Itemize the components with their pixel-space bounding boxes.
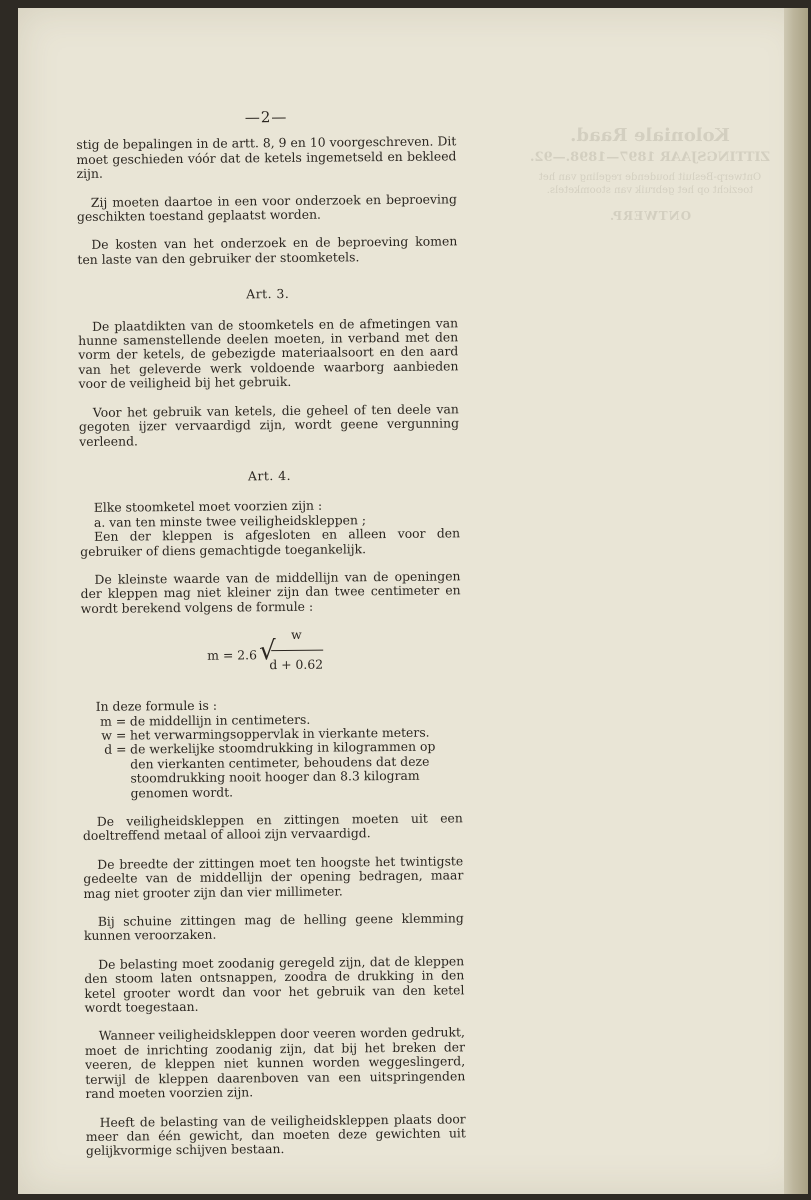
- paragraph-11: De belasting moet zoodanig geregeld zijn, dat de kleppen den stoom laten ontsnappen, zoodra de drukking in den ketel grooter wordt dan voor het gebruik van den ketel wordt toegestaan.: [84, 953, 465, 1016]
- bleedthrough-text: [520, 125, 780, 223]
- bleedthrough-line-1: Koloniale Raad.: [570, 125, 730, 146]
- paragraph-3: De kosten van het onderzoek en de beproeving komen ten laste van den gebruiker der stoomketels.: [77, 233, 458, 267]
- formula-numerator: w: [290, 627, 302, 643]
- formula-denominator: d + 0.62: [269, 656, 324, 673]
- definition-d: [82, 740, 463, 801]
- paragraph-13: Heeft de belasting van de veiligheidskleppen plaats door meer dan één gewicht, dan moeten deze gewichten uit gelijkvormige schijven bestaan.: [85, 1110, 466, 1159]
- definition-symbol: d: [104, 742, 113, 758]
- definition-equals: =: [115, 727, 127, 743]
- definition-text: het verwarmingsoppervlak in vierkante meters.: [129, 724, 430, 743]
- safety-valve-formula: [81, 626, 462, 686]
- paragraph-12: Wanneer veiligheidskleppen door veeren worden gedrukt, moet de inrichting zoodanig zijn, dat bij het breken der veeren, de kleppen niet kunnen worden weggeslingerd, terwijl de kleppen daarenboven van een uitspringenden rand moeten voorzien zijn.: [84, 1024, 466, 1102]
- paragraph-6-line-1: Elke stoomketel moet voorzien zijn :: [93, 497, 323, 516]
- bleedthrough-line-3: Ontwerp-Besluit houdende regeling van het toezicht op het gebruik van stoomketels.: [538, 172, 762, 196]
- article-4-heading: Art. 4.: [247, 467, 292, 484]
- bleedthrough-line-4: ONTWERP.: [608, 209, 692, 223]
- definition-equals: =: [115, 713, 127, 729]
- paragraph-5: Voor het gebruik van ketels, die geheel of ten deele van gegoten ijzer vervaardigd zijn, wordt geene vergunning verleend.: [78, 401, 460, 449]
- document-body: [76, 108, 466, 1172]
- definition-equals: =: [116, 741, 127, 758]
- paragraph-7: De kleinste waarde van de middellijn van de openingen der kleppen mag niet kleiner zijn dan twee centimeter en wordt berekend volgens de formule :: [80, 568, 461, 616]
- page-fold-edge: [784, 8, 808, 1194]
- bleedthrough-line-2: ZITTINGSJAAR 1897—1898.—92.: [529, 150, 771, 165]
- definition-symbol: w: [101, 727, 113, 743]
- paragraph-9: De breedte der zittingen moet ten hoogste het twintigste gedeelte van de middellijn der opening bedragen, maar mag niet grooter zijn dan vier millimeter.: [83, 853, 464, 901]
- paragraph-8: De veiligheidskleppen en zittingen moeten uit een doeltreffend metaal of allooi zijn vervaardigd.: [82, 810, 463, 844]
- article-3-heading: Art. 3.: [246, 286, 290, 302]
- definition-symbol: m: [100, 713, 112, 729]
- definition-text: de werkelijke stoomdrukking in kilogrammen op den vierkanten centimeter, behoudens dat deze stoomdrukking nooit hooger dan 8.3 kilogram genomen wordt.: [130, 738, 436, 801]
- paragraph-2: Zij moeten daartoe in een voor onderzoek en beproeving geschikten toestand geplaatst worden.: [76, 190, 457, 225]
- formula-definitions: [82, 696, 463, 800]
- fraction-bar: [271, 650, 323, 651]
- paragraph-1: stig de bepalingen in de artt. 8, 9 en 10 voorgeschreven. Dit moet geschieden vóór dat de ketels ingemetseld en bekleed zijn.: [76, 133, 457, 182]
- formula-lhs: m = 2.6: [207, 647, 258, 663]
- paragraph-6: [80, 498, 461, 559]
- definitions-intro: In deze formule is :: [95, 697, 218, 714]
- paragraph-4: De plaatdikten van de stoomketels en de afmetingen van hunne samenstellende deelen moeten, in verband met den vorm der ketels, de gebezigde materiaalsoort en den aard van het geleverde werk voldoende waarborg aanbieden voor de veiligheid bij het gebruik.: [78, 314, 459, 392]
- paragraph-6-line-3: Een der kleppen is afgesloten en alleen voor den gebruiker of diens gemachtigde toegankelijk.: [80, 525, 461, 559]
- paragraph-6-line-2: a. van ten minste twee veiligheidskleppen ;: [93, 511, 367, 530]
- square-root-sign: √: [259, 636, 276, 667]
- definition-text: de middellijn in centimeters.: [129, 711, 311, 729]
- page-number: —2—: [244, 107, 288, 127]
- paragraph-10: Bij schuine zittingen mag de helling geene klemming kunnen veroorzaken.: [83, 910, 464, 944]
